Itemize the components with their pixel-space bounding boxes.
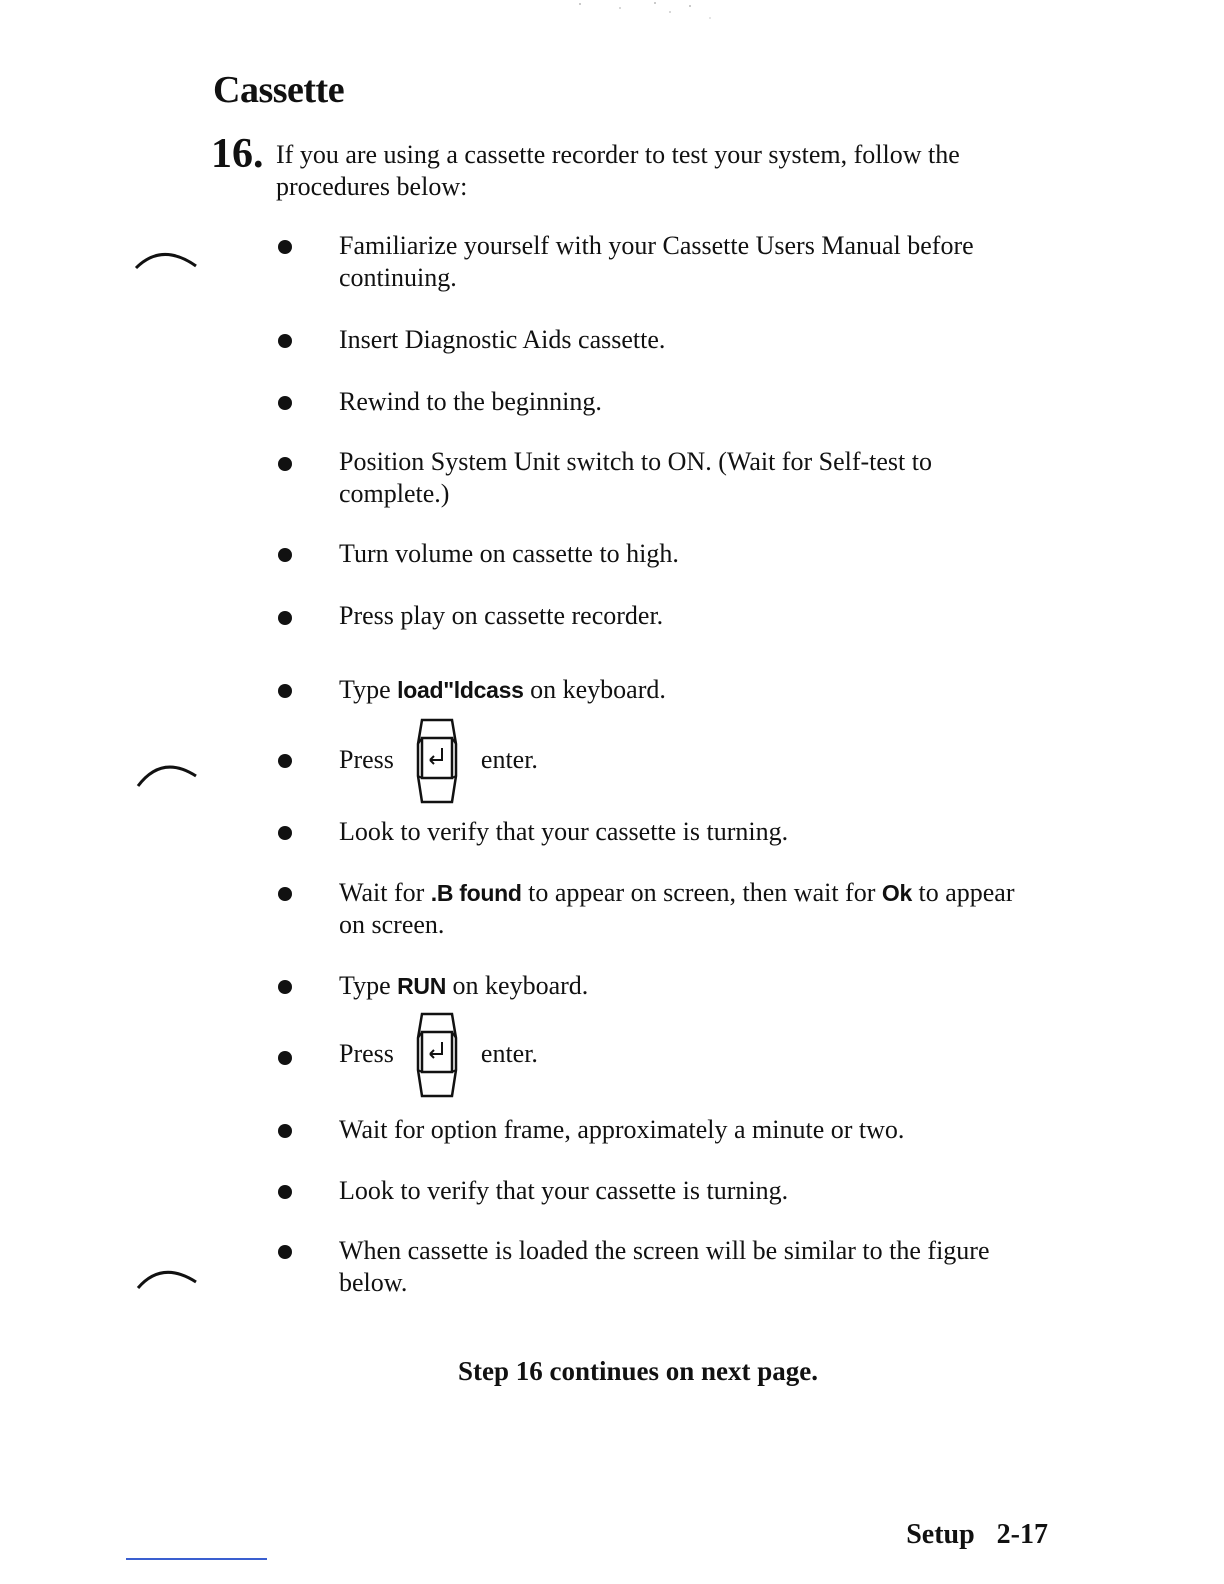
bullet-icon [278,1245,292,1259]
bullet-icon [278,826,292,840]
bullet-icon [278,887,292,901]
item-text: enter. [480,1039,538,1068]
bullet-icon [278,1124,292,1138]
bullet-icon [278,980,292,994]
margin-arc-icon [132,1258,202,1294]
bullet-icon [278,1185,292,1199]
keyboard-command: load"ldcass [397,677,524,703]
list-item: Look to verify that your cassette is turning. [339,817,789,846]
bullet-icon [278,754,292,768]
section-title: Cassette [213,69,345,111]
list-item: Turn volume on cassette to high. [339,539,679,568]
item-text: to appear on screen, then wait for [521,878,882,907]
bullet-icon [278,334,292,348]
scan-speckle [560,0,760,30]
list-item: When cassette is loaded the screen will be similar to the figure below. [339,1236,990,1297]
list-item: Wait for option frame, approximately a minute or two. [339,1115,905,1144]
screen-message: Ok [881,880,912,906]
list-item: Insert Diagnostic Aids cassette. [339,325,666,354]
item-text: to appear on screen. [339,878,1015,939]
item-text: Type [339,971,398,1000]
list-item [339,714,538,806]
step-intro: If you are using a cassette recorder to test your system, follow the procedures below: [276,140,960,201]
bullet-icon [278,240,292,254]
list-item [339,674,1039,706]
item-text: on keyboard. [446,971,589,1000]
item-text: Press [339,745,394,774]
enter-key-icon [414,1008,460,1100]
bullet-icon [278,457,292,471]
enter-key-icon [414,714,460,806]
bullet-icon [278,611,292,625]
page-number: 2-17 [996,1519,1048,1550]
bullet-icon [278,548,292,562]
list-item: Press play on cassette recorder. [339,601,664,630]
item-text: Type [339,675,398,704]
screen-message: .B found [430,880,522,906]
continues-note: Step 16 continues on next page. [457,1356,819,1386]
item-text: Press [339,1039,394,1068]
list-item: Rewind to the beginning. [339,387,602,416]
margin-arc-icon [132,752,202,792]
step-number: 16. [211,131,264,177]
keyboard-command: RUN [397,973,447,999]
bullet-icon [278,396,292,410]
item-text: Wait for [339,878,431,907]
bullet-icon [278,684,292,698]
list-item [339,970,1039,1002]
list-item: Position System Unit switch to ON. (Wait for Self-test to complete.) [339,447,932,508]
list-item [339,1008,538,1100]
list-item: Familiarize yourself with your Cassette Users Manual before continuing. [339,231,974,292]
footer-section: Setup [906,1519,975,1550]
item-text: on keyboard. [523,675,666,704]
list-item [339,877,1039,941]
scan-edge-line [126,1558,267,1560]
list-item: Look to verify that your cassette is turning. [339,1176,789,1205]
item-text: enter. [480,745,538,774]
bullet-icon [278,1051,292,1065]
page-footer [906,1519,1048,1551]
margin-arc-icon [132,240,202,276]
